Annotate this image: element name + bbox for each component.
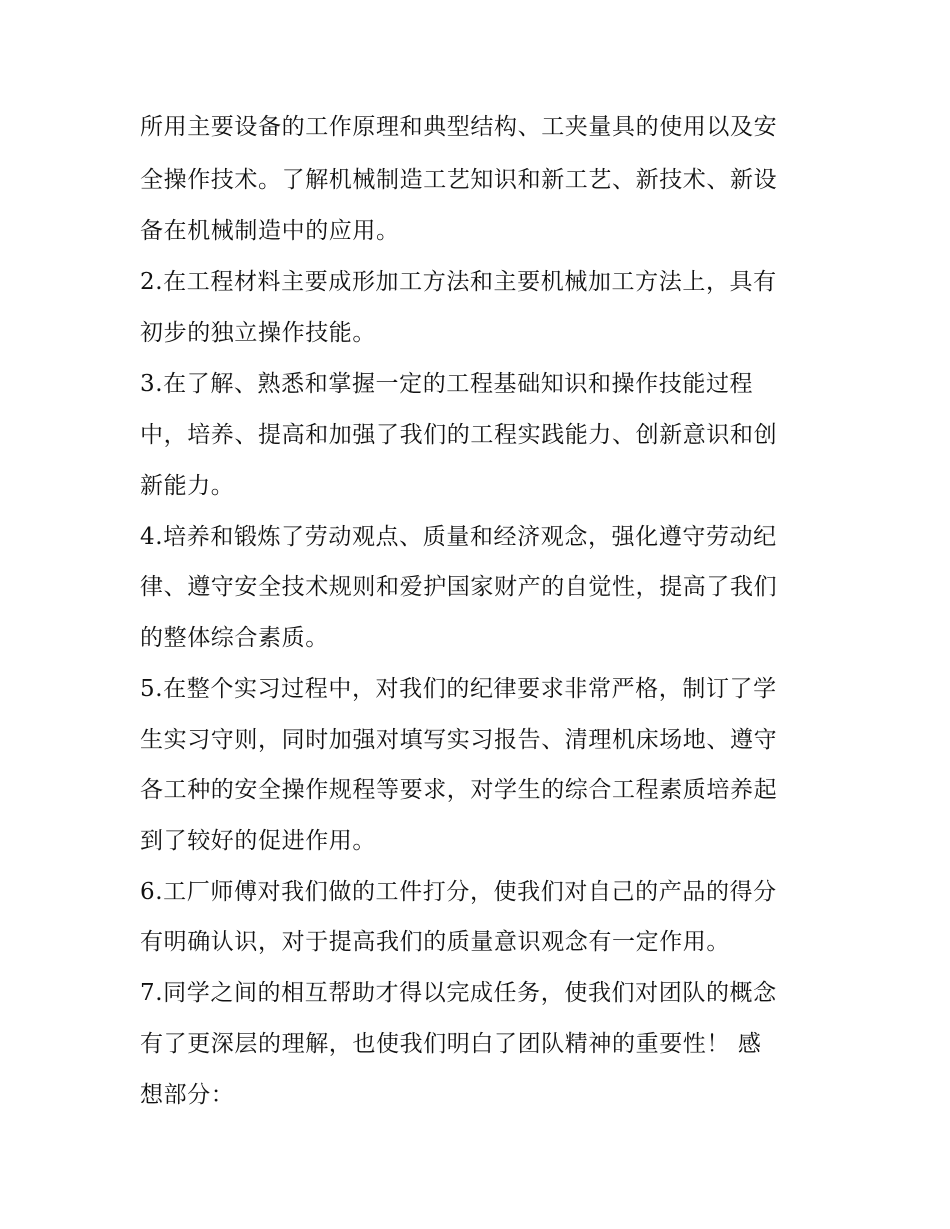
text-line: 的整体综合素质。: [140, 625, 329, 651]
text-line: 备在机械制造中的应用。: [140, 218, 400, 244]
text-line: 有了更深层的理解，也使我们明白了团队精神的重要性！ 感: [140, 1031, 762, 1057]
text-line: 所用主要设备的工作原理和典型结构、工夹量具的使用以及安: [140, 114, 778, 140]
text-line: 全操作技术。了解机械制造工艺知识和新工艺、新技术、新设: [140, 167, 778, 193]
text-line: 想部分：: [140, 1082, 235, 1108]
text-line: 中，培养、提高和加强了我们的工程实践能力、创新意识和创: [140, 422, 778, 448]
text-line: 到了较好的促进作用。: [140, 828, 376, 854]
text-line: 2.在工程材料主要成形加工方法和主要机械加工方法上，具有: [140, 269, 777, 295]
text-line: 新能力。: [140, 473, 235, 499]
text-line: 5.在整个实习过程中，对我们的纪律要求非常严格，制订了学: [140, 676, 777, 702]
text-line: 有明确认识，对于提高我们的质量意识观念有一定作用。: [140, 929, 730, 955]
text-line: 3.在了解、熟悉和掌握一定的工程基础知识和操作技能过程: [140, 371, 754, 397]
text-line: 各工种的安全操作规程等要求，对学生的综合工程素质培养起: [140, 777, 778, 803]
text-line: 律、遵守安全技术规则和爱护国家财产的自觉性，提高了我们: [140, 574, 778, 600]
text-line: 6.工厂师傅对我们做的工件打分，使我们对自己的产品的得分: [140, 879, 777, 905]
text-line: 生实习守则，同时加强对填写实习报告、清理机床场地、遵守: [140, 727, 778, 753]
text-line: 7.同学之间的相互帮助才得以完成任务，使我们对团队的概念: [140, 980, 777, 1006]
text-line: 初步的独立操作技能。: [140, 320, 376, 346]
text-line: 4.培养和锻炼了劳动观点、质量和经济观念，强化遵守劳动纪: [140, 524, 777, 550]
